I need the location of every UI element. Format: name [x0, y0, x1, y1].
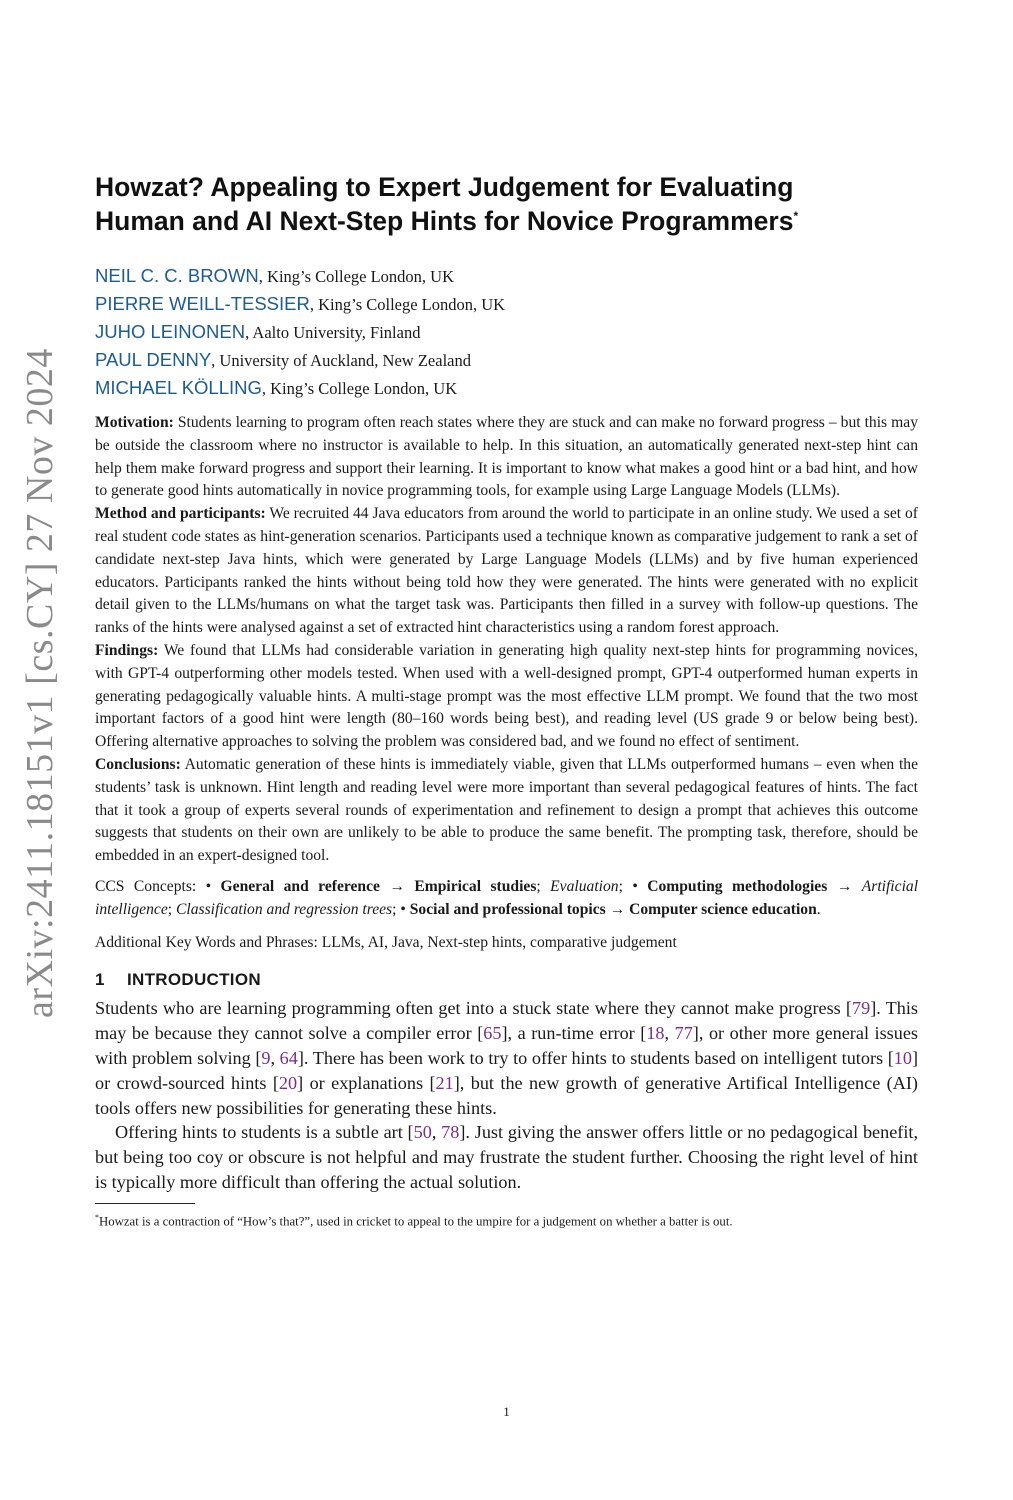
abstract-text: Students learning to program often reach states where they are stuck and can make no forward progress – but this may be outside the classroom where no instructor is available to help. In this situation, an automatically generated next-step hint can help them make forward progress and support their learning. It is important to know what makes a good hint or a bad hint, and how to generate good hints automatically in novice programming tools, for example using Large Language Models (LLMs). — [95, 414, 918, 500]
arxiv-identifier: arXiv:2411.18151v1 [cs.CY] 27 Nov 2024 — [19, 348, 61, 1018]
page-number: 1 — [503, 1404, 510, 1419]
title-footnote-mark: * — [793, 209, 799, 224]
intro-paragraph-2 — [95, 1120, 918, 1194]
ccs-term: Classification and regression trees — [175, 900, 393, 918]
ccs-arrow: → — [379, 877, 415, 895]
ccs-term: Evaluation — [550, 877, 619, 895]
abstract-findings — [95, 640, 918, 754]
author-name: PAUL DENNY — [95, 349, 212, 370]
abstract-motivation — [95, 412, 918, 503]
abstract-label: Motivation: — [95, 414, 174, 431]
abstract-conclusions — [95, 754, 918, 868]
ccs-prefix: CCS Concepts: • — [95, 877, 221, 895]
ccs-arrow: → — [827, 877, 862, 895]
section-title: INTRODUCTION — [127, 970, 261, 990]
section-heading — [95, 970, 918, 990]
abstract-label: Method and participants: — [95, 505, 266, 523]
ccs-term: Empirical studies — [414, 877, 537, 895]
author-affiliation: , Aalto University, Finland — [245, 323, 421, 342]
citation-link[interactable]: 50 — [413, 1122, 432, 1143]
author-affiliation: , King’s College London, UK — [309, 295, 506, 314]
citation-link[interactable]: 20 — [278, 1072, 298, 1093]
ccs-concepts — [95, 876, 918, 922]
ccs-term: Social and professional topics — [409, 900, 606, 918]
body-text: ] or explanations [ — [297, 1072, 436, 1093]
abstract-text: We found that LLMs had considerable variation in generating high quality next-step hints for programming novices, with GPT-4 outperforming other models tested. When used with a well-designed prompt, GPT-4 outperformed human experts in generating pedagogically valuable hints. A multi-stage prompt was the most effective LLM prompt. We found that the two most important factors of a good hint were length (80–160 words being best), and reading level (US grade 9 or below being best). Offering alternative approaches to solving the problem was considered bad, and we found no effect of sentiment. — [95, 641, 918, 751]
title-line-2: Human and AI Next-Step Hints for Novice Programmers — [95, 206, 794, 236]
abstract-method — [95, 503, 918, 640]
abstract-text: Automatic generation of these hints is immediately viable, given that LLMs outperformed humans – even when the students’ task is unknown. Hint length and reading level were more important than several pedagogical features of hints. The fact that it took a group of experts several rounds of experimentation and refinement to design a prompt that achieves this outcome suggests that students on their own are unlikely to be able to produce the same benefit. The prompting task, therefore, should be embedded in an expert-designed tool. — [95, 755, 918, 865]
abstract — [95, 412, 918, 868]
ccs-term: Artificial intelligence — [95, 877, 919, 918]
paper-title — [95, 170, 918, 238]
author-name: JUHO LEINONEN — [95, 321, 246, 342]
author-entry — [95, 318, 918, 346]
citation-link[interactable]: 65 — [483, 1023, 502, 1044]
citation-link[interactable]: 64 — [279, 1047, 298, 1068]
author-affiliation: , King’s College London, UK — [261, 379, 458, 398]
ccs-sep: ; • — [618, 877, 648, 895]
citation-link[interactable]: 77 — [674, 1023, 693, 1044]
author-affiliation: , King’s College London, UK — [258, 267, 455, 286]
citation-link[interactable]: 10 — [893, 1047, 912, 1068]
body-text: ], or other more general issues with problem solving [ — [95, 1023, 918, 1068]
author-name: MICHAEL KÖLLING — [95, 377, 262, 398]
citation-link[interactable]: 79 — [852, 998, 871, 1019]
body-text: ]. There has been work to try to offer hints to students based on intelligent tutors [ — [297, 1047, 894, 1068]
citation-link[interactable]: 18 — [646, 1023, 665, 1044]
footnote — [95, 1210, 918, 1229]
body-text: , — [431, 1122, 442, 1143]
body-text: ] or crowd-sourced hints [ — [95, 1047, 919, 1093]
body-text: ], but the new growth of generative Artifical Intelligence (AI) tools offers new possibilities for generating these hints. — [95, 1072, 918, 1118]
citation-link[interactable]: 21 — [435, 1072, 454, 1093]
ccs-sep: ; — [536, 877, 551, 895]
footnote-mark: * — [95, 1212, 99, 1222]
intro-body — [95, 996, 918, 1194]
author-name: NEIL C. C. BROWN — [95, 265, 259, 286]
keywords: Additional Key Words and Phrases: LLMs, AI, Java, Next-step hints, comparative judgement — [95, 933, 677, 951]
ccs-arrow: → — [605, 900, 630, 918]
author-entry — [95, 290, 918, 318]
footnote-divider — [95, 1203, 195, 1204]
abstract-label: Conclusions: — [95, 755, 181, 773]
ccs-term: Computer science education — [629, 900, 817, 918]
title-line-1: Howzat? Appealing to Expert Judgement for Evaluating — [95, 172, 794, 202]
ccs-term: Computing methodologies — [647, 877, 828, 895]
ccs-sep: ; • — [392, 900, 410, 918]
body-text: ], a run-time error [ — [501, 1023, 647, 1044]
author-affiliation: , University of Auckland, New Zealand — [211, 351, 471, 370]
body-text: ]. Just giving the answer offers little or no pedagogical benefit, but being too coy or obscure is not helpful and may frustrate the student further. Choosing the right level of hint is typically more difficult than offering the actual solution. — [95, 1122, 919, 1192]
author-name: PIERRE WEILL-TESSIER — [95, 293, 310, 314]
abstract-label: Findings: — [95, 641, 159, 659]
body-text: , — [270, 1047, 280, 1068]
author-entry — [95, 374, 918, 402]
author-list — [95, 262, 918, 402]
abstract-text: We recruited 44 Java educators from around the world to participate in an online study. We used a set of real student code states as hint-generation scenarios. Participants used a technique known as comparative judgement to rank a set of candidate next-step Java hints, which were generated by Large Language Models (LLMs) and by five human experienced educators. Participants ranked the hints without being told how they were generated. The hints were generated with no explicit detail given to the LLMs/humans on what the target task was. Participants then filled in a survey with follow-up questions. The ranks of the hints were analysed against a set of extracted hint characteristics using a random forest approach. — [95, 505, 918, 637]
body-text: ]. This may be because they cannot solve a compiler error [ — [95, 998, 919, 1044]
section-number: 1 — [95, 970, 105, 990]
body-text: Students who are learning programming often get into a stuck state where they cannot make progress [ — [95, 998, 852, 1019]
body-text: , — [664, 1023, 675, 1044]
citation-link[interactable]: 78 — [441, 1122, 460, 1143]
ccs-term: General and reference — [220, 877, 380, 895]
body-text: Offering hints to students is a subtle art [ — [115, 1122, 414, 1143]
author-entry — [95, 262, 918, 290]
ccs-sep: ; — [167, 900, 176, 918]
author-entry — [95, 346, 918, 374]
citation-link[interactable]: 9 — [261, 1047, 271, 1068]
intro-paragraph-1 — [95, 996, 918, 1120]
paper-page — [95, 170, 918, 1229]
footnote-text: Howzat is a contraction of “How’s that?”, used in cricket to appeal to the umpire for a judgement on whether a batter is out. — [99, 1213, 733, 1228]
ccs-end: . — [816, 900, 821, 918]
